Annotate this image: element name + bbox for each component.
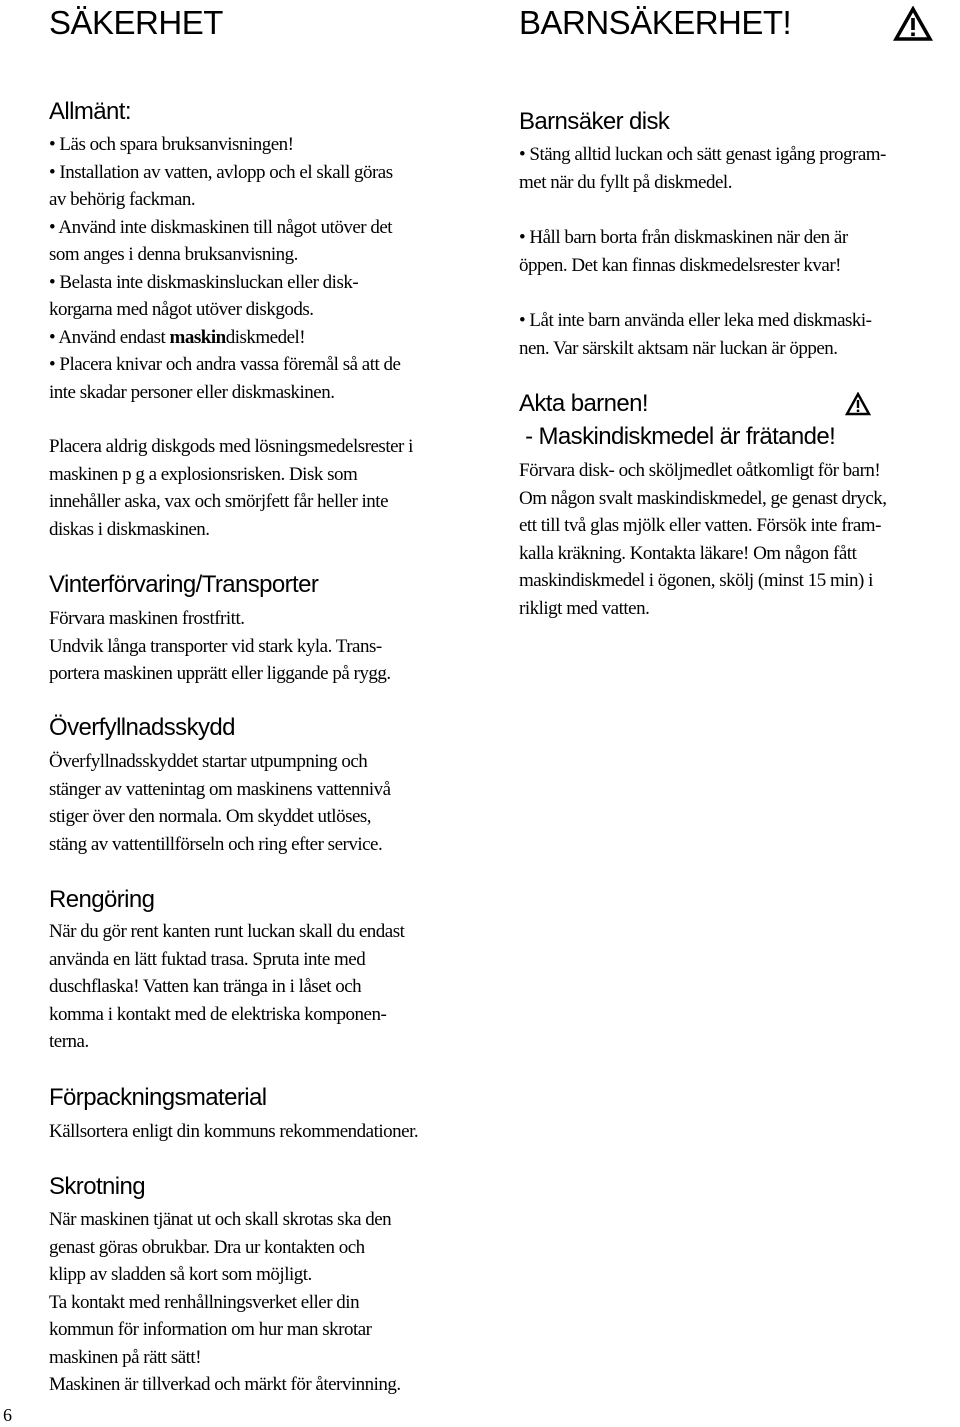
list-item: av behörig fackman. (49, 189, 196, 210)
paragraph-line: använda en lätt fuktad trasa. Spruta inte med (49, 948, 366, 970)
cleaning-paragraph (49, 918, 404, 1056)
paragraph-line: Överfyllnadsskyddet startar utpumpning och (49, 751, 368, 772)
paragraph-line: Placera aldrig diskgods med lösningsmedelsrester i (49, 436, 413, 457)
detergent-suffix: diskmedel! (225, 326, 306, 348)
paragraph-line: stänger av vattenintag om maskinens vattennivå (49, 778, 391, 800)
list-item: • Låt inte barn använda eller leka med diskmaski- (519, 310, 872, 331)
paragraph-line: diskas i diskmaskinen. (49, 518, 210, 540)
winter-paragraph (49, 605, 391, 688)
paragraph-line: duschflaska! Vatten kan tränga in i låset och (49, 976, 362, 997)
list-item: • Installation av vatten, avlopp och el skall göras (49, 161, 393, 183)
list-item: • Placera knivar och andra vassa föremål så att de (49, 354, 401, 375)
paragraph-line: komma i kontakt med de elektriska komponen- (49, 1003, 387, 1025)
page-number: 6 (3, 1405, 12, 1425)
paragraph-line: kommun för information om hur man skrotar (49, 1319, 372, 1340)
list-item-continued: öppen. Det kan finnas diskmedelsrester kvar! (519, 254, 842, 276)
list-item: inte skadar personer eller diskmaskinen. (49, 381, 335, 403)
detergent-prefix: • Använd endast (49, 326, 170, 348)
section-heading-child-safe: Barnsäker disk (519, 108, 670, 135)
page-title-child-safety: BARNSÄKERHET! (519, 4, 792, 41)
list-item: som anges i denna bruksanvisning. (49, 244, 298, 265)
paragraph-line: innehåller aska, vax och smörjfett får heller inte (49, 491, 389, 512)
list-item-continued: nen. Var särskilt aktsam när luckan är öppen. (519, 337, 838, 359)
paragraph-line: kalla kräkning. Kontakta läkare! Om någon fått (519, 542, 857, 564)
detergent-bold: maskin (169, 326, 226, 348)
paragraph-line: genast göras obrukbar. Dra ur kontakten och (49, 1236, 365, 1258)
paragraph-line: klipp av sladden så kort som möjligt. (49, 1264, 312, 1285)
paragraph-line: rikligt med vatten. (519, 597, 650, 619)
general-list (49, 131, 400, 406)
section-heading-general: Allmänt: (49, 98, 131, 125)
list-item-detergent (49, 324, 400, 352)
page-title-safety: SÄKERHET (49, 4, 223, 41)
paragraph-line: ett till två glas mjölk eller vatten. Försök inte fram- (519, 515, 881, 536)
paragraph-line: Förvara disk- och sköljmedlet oåtkomligt för barn! (519, 460, 881, 481)
paragraph-line: stäng av vattentillförseln och ring efter service. (49, 833, 383, 855)
caution-paragraph (519, 457, 887, 622)
section-heading-caution: Akta barnen! (519, 390, 648, 417)
paragraph-line: Ta kontakt med renhållningsverket eller din (49, 1291, 360, 1313)
child-safe-item-3 (519, 307, 872, 362)
paragraph-line: stiger över den normala. Om skyddet utlöses, (49, 806, 372, 827)
section-heading-packaging: Förpackningsmaterial (49, 1084, 267, 1111)
section-heading-cleaning: Rengöring (49, 886, 155, 913)
paragraph-line: Maskinen är tillverkad och märkt för återvinning. (49, 1374, 401, 1395)
paragraph-line: maskindiskmedel i ögonen, skölj (minst 15 min) i (519, 570, 873, 591)
warning-triangle-icon (893, 6, 933, 42)
child-safe-item-2 (519, 224, 848, 279)
paragraph-line: Om någon svalt maskindiskmedel, ge genast dryck, (519, 487, 887, 509)
paragraph-line: Undvik långa transporter vid stark kyla. Trans- (49, 635, 382, 657)
section-heading-overflow: Överfyllnadsskydd (49, 714, 235, 741)
list-item: • Stäng alltid luckan och sätt genast igång program- (519, 144, 886, 165)
caution-subheading: - Maskindiskmedel är frätande! (519, 423, 836, 450)
paragraph-line: maskinen på rätt sätt! (49, 1346, 202, 1368)
section-heading-scrapping: Skrotning (49, 1173, 145, 1200)
list-item-continued: met när du fyllt på diskmedel. (519, 171, 732, 193)
list-item: • Belasta inte diskmaskinsluckan eller disk- (49, 271, 359, 293)
list-item: • Läs och spara bruksanvisningen! (49, 134, 294, 155)
list-item: • Använd inte diskmaskinen till något utöver det (49, 216, 393, 238)
paragraph-line: maskinen p g a explosionsrisken. Disk som (49, 463, 358, 485)
overflow-paragraph (49, 748, 391, 858)
warning-triangle-icon (845, 392, 871, 416)
packaging-paragraph (49, 1118, 418, 1146)
list-item: korgarna med något utöver diskgods. (49, 299, 314, 320)
list-item: • Håll barn borta från diskmaskinen när den är (519, 227, 848, 248)
paragraph-line: När du gör rent kanten runt luckan skall du endast (49, 921, 405, 942)
paragraph-line: Förvara maskinen frostfritt. (49, 608, 245, 629)
paragraph-line: Källsortera enligt din kommuns rekommendationer. (49, 1121, 419, 1142)
section-heading-winter: Vinterförvaring/Transporter (49, 571, 319, 598)
paragraph-line: När maskinen tjänat ut och skall skrotas ska den (49, 1209, 392, 1230)
scrapping-paragraph (49, 1206, 401, 1399)
paragraph-line: portera maskinen upprätt eller liggande på rygg. (49, 663, 391, 684)
paragraph-line: terna. (49, 1031, 89, 1052)
child-safe-item-1 (519, 141, 886, 196)
solvent-warning-paragraph (49, 433, 413, 543)
